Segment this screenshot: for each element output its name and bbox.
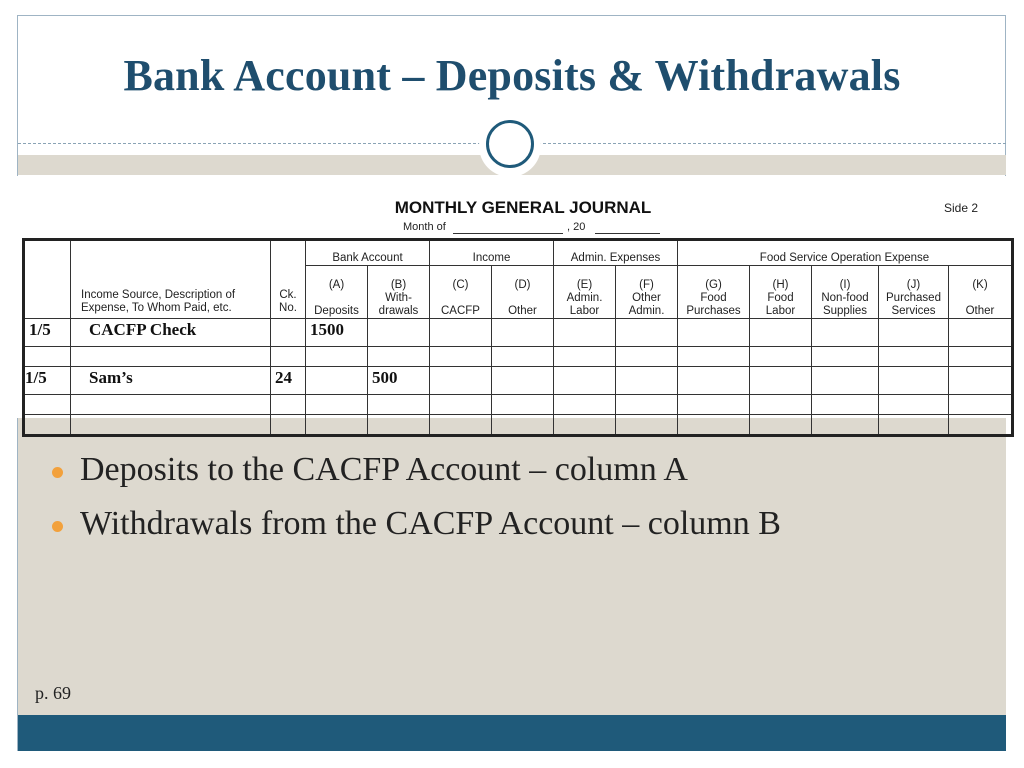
table-row	[24, 319, 1013, 347]
year-blank-line	[595, 233, 660, 234]
circle-ornament-icon	[486, 120, 534, 168]
description-header: Income Source, Description of Expense, To Whom Paid, etc.	[71, 240, 271, 319]
entry-deposit: 1500	[306, 319, 368, 347]
col-g-header: (G) Food Purchases	[678, 266, 750, 319]
date-header	[24, 240, 71, 319]
entry-deposit	[306, 367, 368, 395]
slide-title: Bank Account – Deposits & Withdrawals	[123, 51, 901, 100]
col-i-header: (I) Non-food Supplies	[812, 266, 879, 319]
journal-table	[22, 238, 1014, 437]
entry-check-no: 24	[271, 367, 306, 395]
admin-expenses-group: Admin. Expenses	[554, 240, 678, 266]
entry-description: Sam’s	[71, 367, 271, 395]
bullet-dot-icon	[52, 521, 63, 532]
month-blank-line	[453, 233, 563, 234]
col-j-header: (J) Purchased Services	[879, 266, 949, 319]
table-row	[24, 415, 1013, 436]
col-d-header: (D) Other	[492, 266, 554, 319]
journal-month-field	[403, 221, 446, 233]
table-row	[24, 367, 1013, 395]
bullet-dot-icon	[52, 467, 63, 478]
entry-withdrawal: 500	[368, 367, 430, 395]
header-group-row	[24, 240, 1013, 266]
entry-date: 1/5	[24, 367, 71, 395]
journal-side-label: Side 2	[944, 201, 979, 215]
col-f-header: (F) Other Admin.	[616, 266, 678, 319]
food-service-group: Food Service Operation Expense	[678, 240, 1013, 266]
col-k-header: (K) Other	[949, 266, 1013, 319]
income-group: Income	[430, 240, 554, 266]
entry-check-no	[271, 319, 306, 347]
entry-description: CACFP Check	[71, 319, 271, 347]
entry-date: 1/5	[24, 319, 71, 347]
col-c-header: (C) CACFP	[430, 266, 492, 319]
year-label: , 20	[567, 221, 586, 233]
journal-title: MONTHLY GENERAL JOURNAL	[394, 198, 652, 217]
journal-form-image	[0, 176, 1024, 418]
col-h-header: (H) Food Labor	[750, 266, 812, 319]
bullet-item: Withdrawals from the CACFP Account – column B	[50, 502, 781, 556]
table-row	[24, 347, 1013, 367]
col-b-header: (B) With- drawals	[368, 266, 430, 319]
bottom-bar	[18, 715, 1006, 751]
col-e-header: (E) Admin. Labor	[554, 266, 616, 319]
entry-withdrawal	[368, 319, 430, 347]
month-of-label: Month of	[403, 221, 446, 233]
bullet-list	[50, 448, 781, 556]
table-row	[24, 395, 1013, 415]
bullet-item: Deposits to the CACFP Account – column A	[50, 448, 781, 502]
check-number-header: Ck. No.	[271, 240, 306, 319]
col-a-header: (A) Deposits	[306, 266, 368, 319]
bank-account-group: Bank Account	[306, 240, 430, 266]
page-reference: p. 69	[35, 683, 71, 703]
